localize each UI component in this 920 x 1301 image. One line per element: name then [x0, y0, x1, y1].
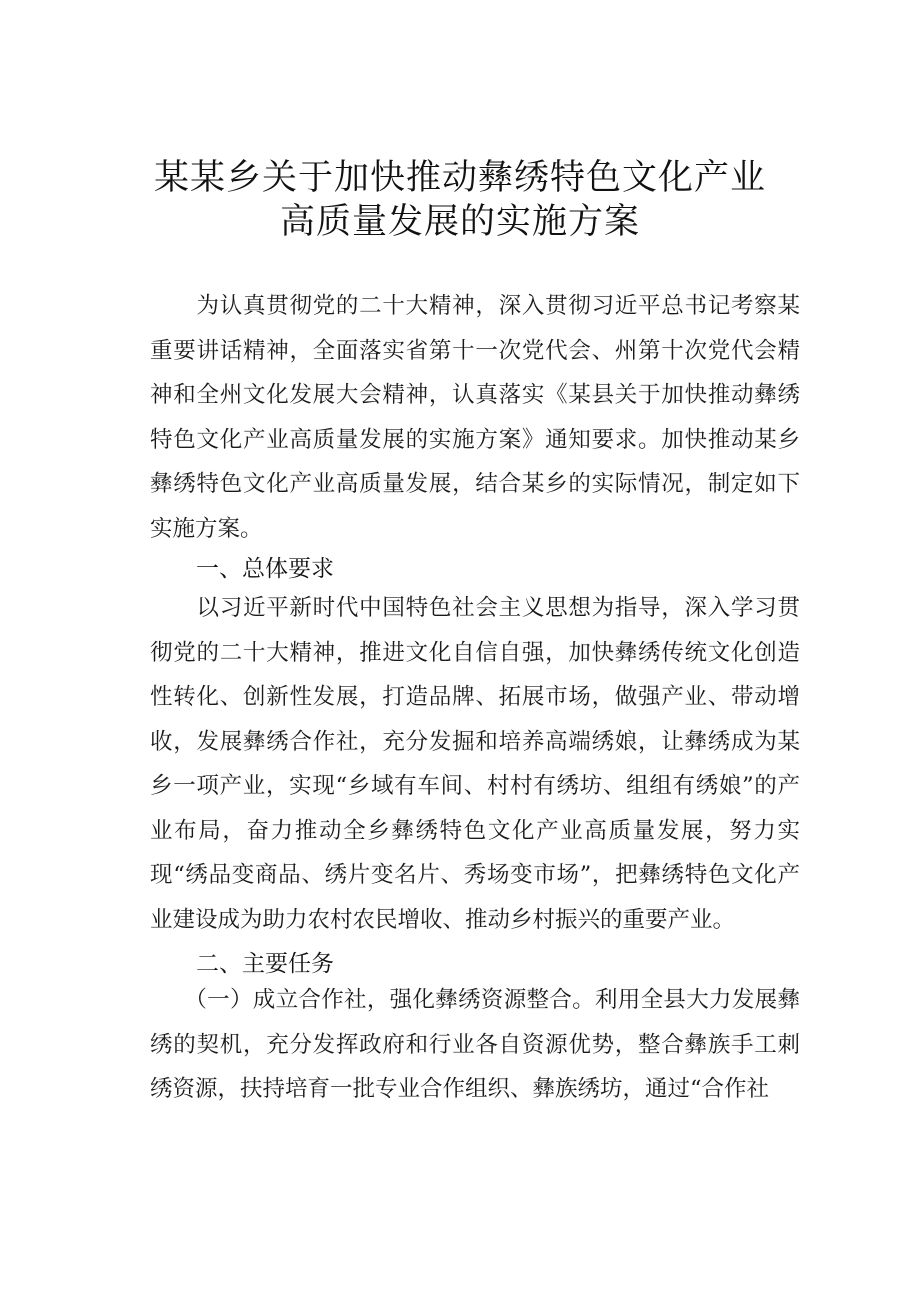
section-heading-main-tasks: 二、主要任务	[196, 951, 334, 977]
section-heading-overall-requirements: 一、总体要求	[196, 556, 334, 582]
document-title-line1: 某某乡关于加快推动彝绣特色文化产业	[153, 158, 766, 198]
document-title-line2: 高质量发展的实施方案	[279, 202, 640, 242]
overall-requirements-paragraph: 以习近平新时代中国特色社会主义思想为指导，深入学习贯彻党的二十大精神，推进文化自信自强，加快彝绣传统文化创造性转化、创新性发展，打造品牌、拓展市场，做强产业、带动增收，发展彝绣合作社，充分发掘和培养高端绣娘，让彝绣成为某乡一项产业，实现“乡域有车间、村村有绣坊、组组有绣娘”的产业布局，奋力推动全乡彝绣特色文化产业高质量发展，努力实现“绣品变商品、绣片变名片、秀场变市场”，把彝绣特色文化产业建设成为助力农村农民增收、推动乡村振兴的重要产业。	[150, 595, 800, 933]
main-tasks-paragraph: （一）成立合作社，强化彝绣资源整合。利用全县大力发展彝绣的契机，充分发挥政府和行业各自资源优势，整合彝族手工刺绣资源，扶持培育一批专业合作组织、彝族绣坊，通过“合作社	[150, 987, 800, 1102]
intro-paragraph: 为认真贯彻党的二十大精神，深入贯彻习近平总书记考察某重要讲话精神，全面落实省第十一次党代会、州第十次党代会精神和全州文化发展大会精神，认真落实《某县关于加快推动彝绣特色文化产业高质量发展的实施方案》通知要求。加快推动某乡彝绣特色文化产业高质量发展，结合某乡的实际情况，制定如下实施方案。	[150, 293, 800, 542]
